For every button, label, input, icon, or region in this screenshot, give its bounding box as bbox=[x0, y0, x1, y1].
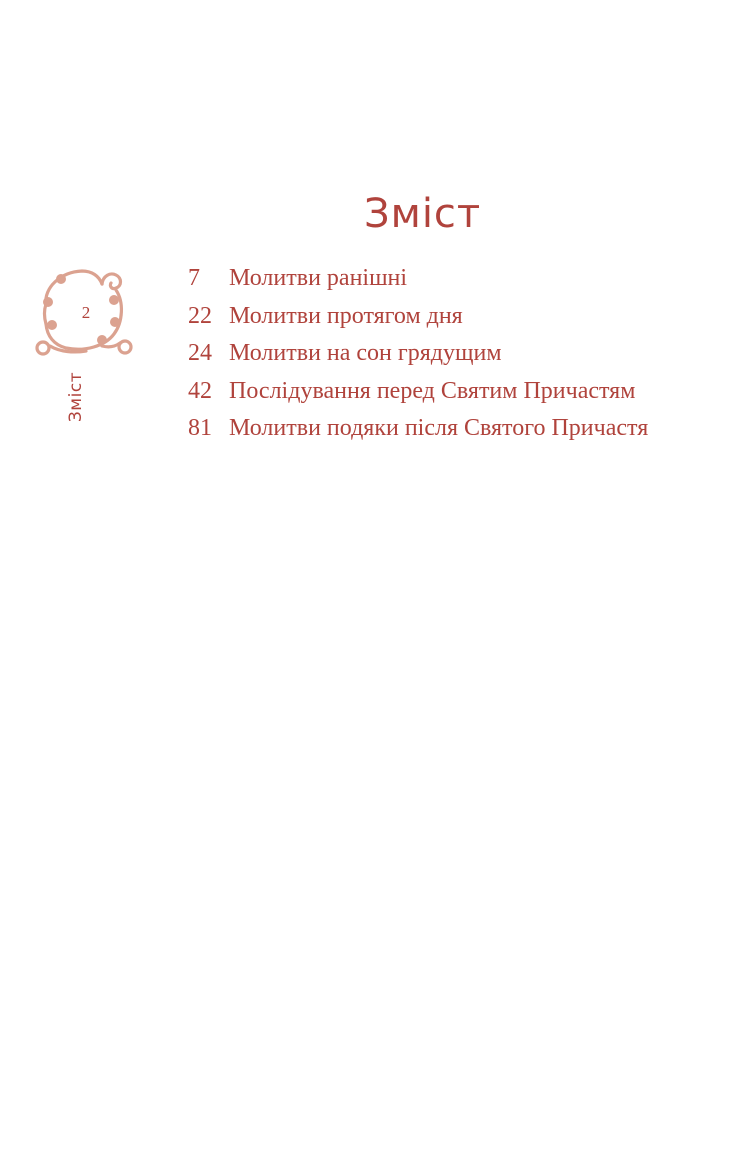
toc-entry[interactable] bbox=[188, 335, 648, 373]
running-header-vertical: Зміст bbox=[66, 371, 86, 423]
toc-entry[interactable] bbox=[188, 373, 648, 411]
toc-title: Молитви ранішні bbox=[229, 265, 408, 292]
toc-page-number: 81 bbox=[188, 415, 212, 442]
toc-title: Молитви подяки після Святого Причастя bbox=[229, 415, 649, 442]
page-title: Зміст bbox=[364, 191, 482, 237]
toc-title: Послідування перед Святим Причастям bbox=[229, 377, 636, 404]
table-of-contents bbox=[188, 260, 648, 448]
page-number: 2 bbox=[81, 303, 91, 322]
toc-page-number: 7 bbox=[188, 265, 200, 292]
toc-entry[interactable] bbox=[188, 410, 648, 448]
toc-title: Молитви на сон грядущим bbox=[229, 340, 502, 367]
toc-title: Молитви протягом дня bbox=[229, 302, 463, 329]
toc-entry[interactable] bbox=[188, 298, 648, 336]
toc-page-number: 24 bbox=[188, 340, 212, 367]
toc-entry[interactable] bbox=[188, 260, 648, 298]
toc-page-number: 42 bbox=[188, 377, 212, 404]
toc-page-number: 22 bbox=[188, 302, 212, 329]
